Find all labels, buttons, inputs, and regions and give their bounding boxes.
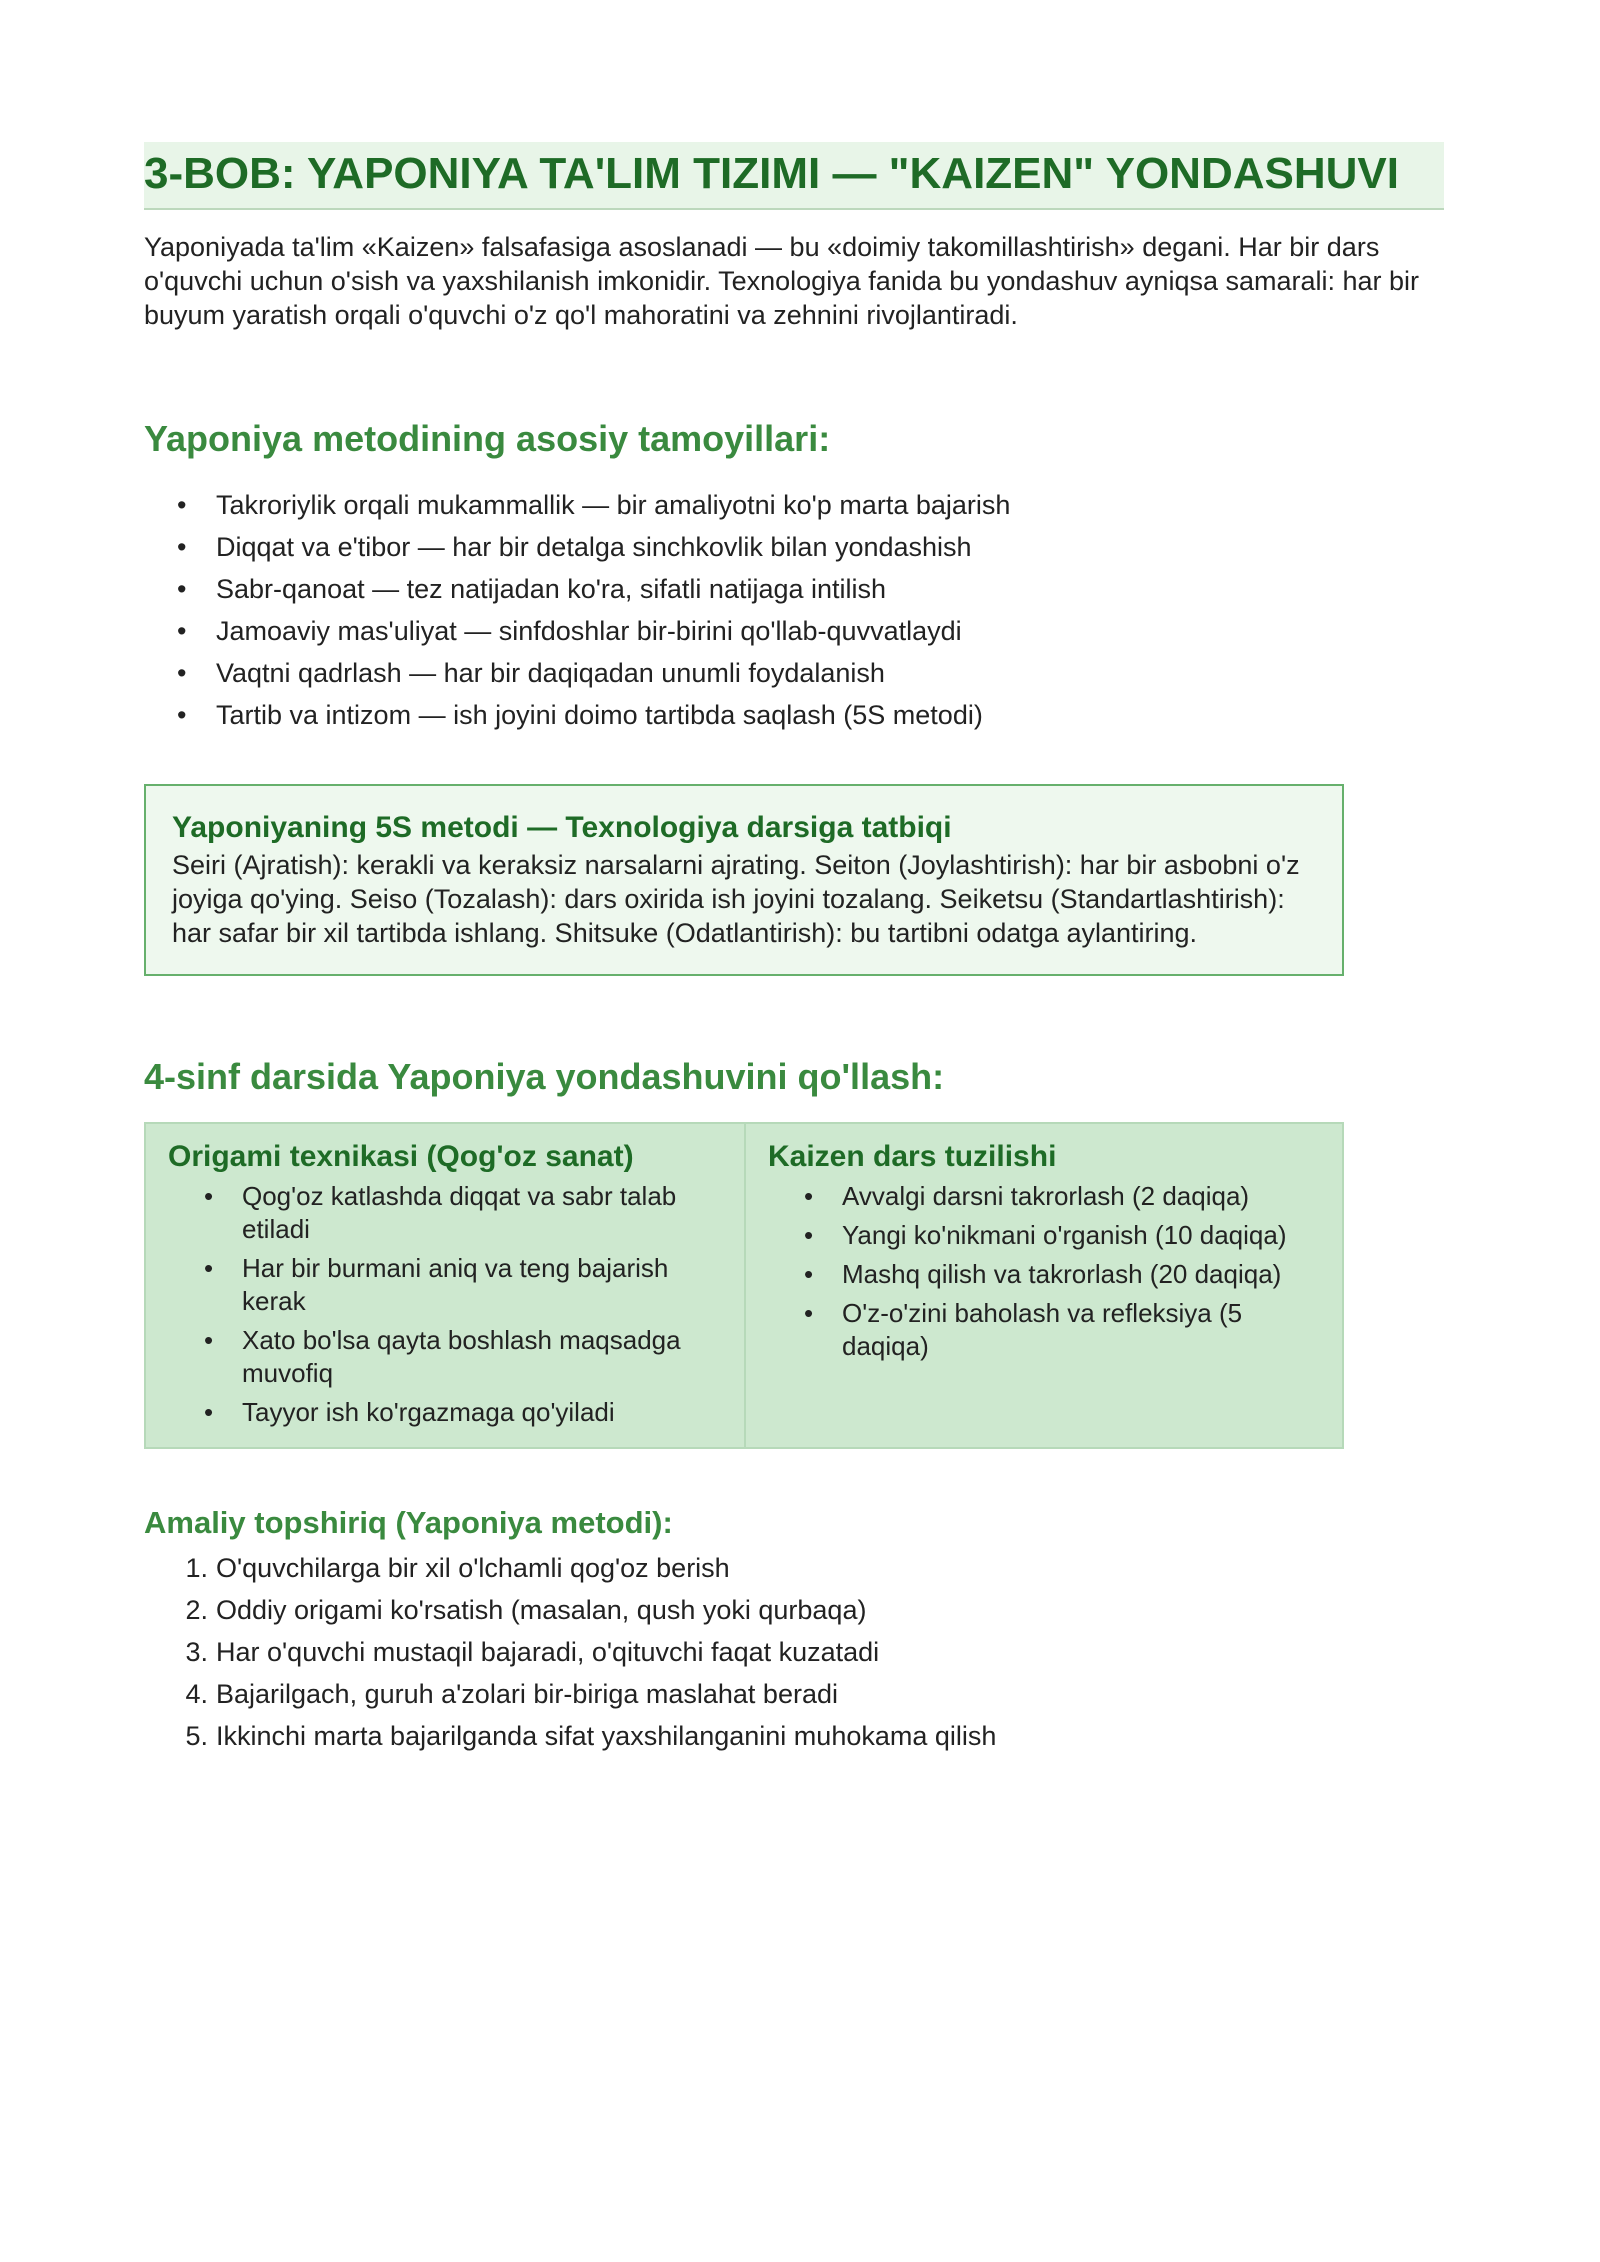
step-number: 3.: [185, 1637, 208, 1667]
list-item: [144, 1673, 1444, 1715]
list-item: • Qog'oz katlashda diqqat va sabr talab etiladi: [168, 1180, 724, 1246]
principles-list: [144, 484, 1444, 736]
step-text: O'quvchilarga bir xil o'lchamli qog'oz berish: [216, 1553, 730, 1583]
task-heading: Amaliy topshiriq (Yaponiya metodi):: [144, 1505, 673, 1540]
list-item: • Takroriylik orqali mukammallik — bir amaliyotni ko'p marta bajarish: [144, 484, 1444, 526]
principles-heading: Yaponiya metodining asosiy tamoyillari:: [144, 418, 831, 459]
origami-column: [146, 1124, 744, 1447]
task-steps-list: [144, 1547, 1444, 1757]
step-number: 2.: [185, 1595, 208, 1625]
intro-paragraph: Yaponiyada ta'lim «Kaizen» falsafasiga asoslanadi — bu «doimiy takomillashtirish» degani. Har bir dars o'quvchi uchun o'sish va yaxshilanish imkonidir. Texnologiya fanida bu yondashuv ayniqsa samarali: har bir buyum yaratish orqali o'quvchi o'z qo'l mahoratini va zehnini rivojlantiradi.: [144, 232, 1420, 330]
origami-list: [168, 1180, 724, 1429]
list-item: • Jamoaviy mas'uliyat — sinfdoshlar bir-birini qo'llab-quvvatlaydi: [144, 610, 1444, 652]
step-text: Oddiy origami ko'rsatish (masalan, qush yoki qurbaqa): [216, 1595, 867, 1625]
list-item: • Yangi ko'nikmani o'rganish (10 daqiqa): [768, 1219, 1322, 1252]
kaizen-column: [744, 1124, 1342, 1447]
list-item: [144, 1589, 1444, 1631]
step-text: Bajarilgach, guruh a'zolari bir-biriga maslahat beradi: [216, 1679, 838, 1709]
list-item: [144, 1715, 1444, 1757]
list-item: • Tayyor ish ko'rgazmaga qo'yiladi: [168, 1396, 724, 1429]
list-item: • Tartib va intizom — ish joyini doimo tartibda saqlash (5S metodi): [144, 694, 1444, 736]
origami-column-title: Origami texnikasi (Qog'oz sanat): [168, 1140, 634, 1173]
kaizen-list: [768, 1180, 1322, 1363]
lesson-columns: [144, 1122, 1344, 1449]
step-number: 1.: [185, 1553, 208, 1583]
lesson-heading: 4-sinf darsida Yaponiya yondashuvini qo'llash:: [144, 1056, 945, 1097]
list-item: • Avvalgi darsni takrorlash (2 daqiqa): [768, 1180, 1322, 1213]
step-number: 4.: [185, 1679, 208, 1709]
step-number: 5.: [185, 1721, 208, 1751]
callout-title: Yaponiyaning 5S metodi — Texnologiya darsiga tatbiqi: [172, 811, 952, 844]
list-item: • Vaqtni qadrlash — har bir daqiqadan unumli foydalanish: [144, 652, 1444, 694]
list-item: • Har bir burmani aniq va teng bajarish kerak: [168, 1252, 724, 1318]
step-text: Har o'quvchi mustaqil bajaradi, o'qituvchi faqat kuzatadi: [216, 1637, 880, 1667]
list-item: [144, 1547, 1444, 1589]
kaizen-column-title: Kaizen dars tuzilishi: [768, 1140, 1057, 1173]
5s-method-callout: [144, 784, 1344, 976]
callout-body: Seiri (Ajratish): kerakli va keraksiz narsalarni ajrating. Seiton (Joylashtirish): har bir asbobni o'z joyiga qo'ying. Seiso (Tozalash): dars oxirida ish joyini tozalang. Seiketsu (Standartlashtirish): har safar bir xil tartibda ishlang. Shitsuke (Odatlantirish): bu tartibni odatga aylantiring.: [172, 850, 1300, 948]
document-page: [144, 142, 1444, 1757]
list-item: • Xato bo'lsa qayta boshlash maqsadga muvofiq: [168, 1324, 724, 1390]
list-item: • Sabr-qanoat — tez natijadan ko'ra, sifatli natijaga intilish: [144, 568, 1444, 610]
list-item: [144, 1631, 1444, 1673]
step-text: Ikkinchi marta bajarilganda sifat yaxshilanganini muhokama qilish: [216, 1721, 997, 1751]
chapter-title: 3-BOB: YAPONIYA TA'LIM TIZIMI — "KAIZEN" YONDASHUVI: [144, 142, 1444, 210]
list-item: • Diqqat va e'tibor — har bir detalga sinchkovlik bilan yondashish: [144, 526, 1444, 568]
list-item: • Mashq qilish va takrorlash (20 daqiqa): [768, 1258, 1322, 1291]
list-item: • O'z-o'zini baholash va refleksiya (5 daqiqa): [768, 1297, 1322, 1363]
